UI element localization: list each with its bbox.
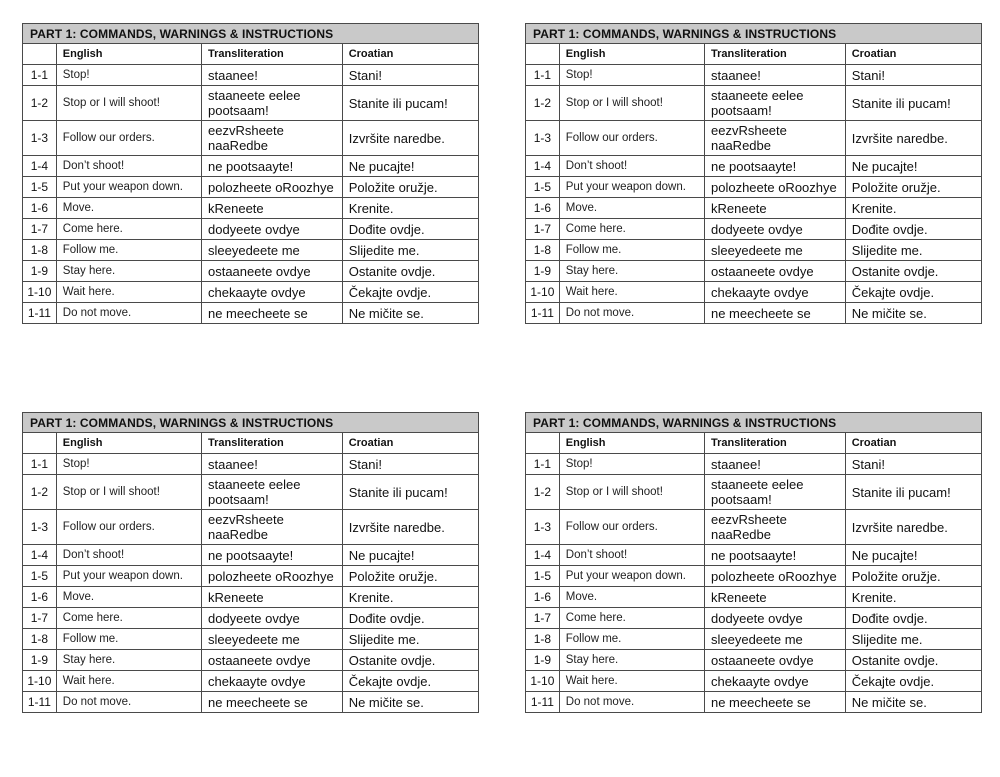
- phrase-number: 1-7: [23, 608, 57, 629]
- transliteration-column-header: Transliteration: [201, 44, 342, 65]
- number-column-header: [23, 44, 57, 65]
- phrase-number: 1-9: [526, 650, 560, 671]
- english-phrase: Move.: [559, 587, 704, 608]
- transliteration-phrase: sleeyedeete me: [201, 629, 342, 650]
- english-phrase: Follow our orders.: [56, 121, 201, 156]
- table-row: [23, 219, 479, 240]
- transliteration-phrase: dodyeete ovdye: [704, 219, 845, 240]
- transliteration-phrase: polozheete oRoozhye: [704, 566, 845, 587]
- phrase-number: 1-6: [23, 198, 57, 219]
- table-row: [23, 629, 479, 650]
- phrase-number: 1-4: [526, 156, 560, 177]
- croatian-phrase: Ne mičite se.: [845, 692, 981, 713]
- croatian-phrase: Ne mičite se.: [845, 303, 981, 324]
- english-phrase: Follow me.: [56, 240, 201, 261]
- croatian-phrase: Čekajte ovdje.: [845, 671, 981, 692]
- table-row: [526, 240, 982, 261]
- phrase-number: 1-5: [23, 566, 57, 587]
- table-row: [23, 198, 479, 219]
- transliteration-phrase: staanee!: [201, 65, 342, 86]
- english-column-header: English: [56, 433, 201, 454]
- phrase-table: [22, 23, 479, 324]
- transliteration-phrase: ne pootsaayte!: [704, 156, 845, 177]
- croatian-phrase: Stani!: [342, 454, 478, 475]
- english-phrase: Don’t shoot!: [559, 545, 704, 566]
- transliteration-phrase: polozheete oRoozhye: [704, 177, 845, 198]
- croatian-phrase: Ne mičite se.: [342, 692, 478, 713]
- phrase-table: [22, 412, 479, 713]
- croatian-phrase: Dođite ovdje.: [845, 219, 981, 240]
- table-row: [23, 671, 479, 692]
- transliteration-phrase: ostaaneete ovdye: [201, 650, 342, 671]
- croatian-phrase: Čekajte ovdje.: [342, 282, 478, 303]
- english-phrase: Follow me.: [559, 629, 704, 650]
- phrase-number: 1-1: [23, 65, 57, 86]
- english-column-header: English: [559, 433, 704, 454]
- transliteration-column-header: Transliteration: [704, 433, 845, 454]
- column-header-row: [526, 433, 982, 454]
- croatian-phrase: Krenite.: [845, 587, 981, 608]
- english-phrase: Follow our orders.: [559, 121, 704, 156]
- croatian-phrase: Dođite ovdje.: [845, 608, 981, 629]
- transliteration-phrase: kReneete: [201, 198, 342, 219]
- table-row: [23, 240, 479, 261]
- transliteration-phrase: chekaayte ovdye: [704, 671, 845, 692]
- phrase-number: 1-1: [526, 454, 560, 475]
- number-column-header: [23, 433, 57, 454]
- phrase-number: 1-2: [526, 86, 560, 121]
- phrase-table: [525, 23, 982, 324]
- english-phrase: Stay here.: [56, 650, 201, 671]
- column-header-row: [23, 433, 479, 454]
- table-row: [23, 545, 479, 566]
- transliteration-phrase: kReneete: [201, 587, 342, 608]
- phrase-number: 1-9: [23, 261, 57, 282]
- croatian-phrase: Položite oružje.: [342, 177, 478, 198]
- english-phrase: Do not move.: [56, 303, 201, 324]
- table-row: [23, 454, 479, 475]
- english-phrase: Wait here.: [559, 282, 704, 303]
- phrase-number: 1-10: [23, 282, 57, 303]
- phrase-number: 1-1: [23, 454, 57, 475]
- english-phrase: Stop or I will shoot!: [56, 475, 201, 510]
- section-title: PART 1: COMMANDS, WARNINGS & INSTRUCTIONS: [23, 413, 479, 433]
- english-phrase: Stop or I will shoot!: [559, 475, 704, 510]
- table-row: [526, 671, 982, 692]
- table-row: [23, 303, 479, 324]
- table-row: [526, 566, 982, 587]
- croatian-phrase: Čekajte ovdje.: [342, 671, 478, 692]
- english-phrase: Come here.: [56, 219, 201, 240]
- english-phrase: Stay here.: [559, 261, 704, 282]
- croatian-phrase: Slijedite me.: [342, 240, 478, 261]
- phrase-number: 1-1: [526, 65, 560, 86]
- table-row: [526, 692, 982, 713]
- english-phrase: Follow me.: [56, 629, 201, 650]
- croatian-phrase: Ne pucajte!: [342, 545, 478, 566]
- transliteration-phrase: ostaaneete ovdye: [201, 261, 342, 282]
- croatian-phrase: Stani!: [342, 65, 478, 86]
- phrase-number: 1-10: [23, 671, 57, 692]
- phrase-number: 1-4: [526, 545, 560, 566]
- english-phrase: Stop!: [559, 454, 704, 475]
- table-row: [526, 282, 982, 303]
- transliteration-phrase: eezvRsheete naaRedbe: [704, 121, 845, 156]
- transliteration-phrase: eezvRsheete naaRedbe: [704, 510, 845, 545]
- phrase-table: [525, 412, 982, 713]
- croatian-phrase: Položite oružje.: [845, 566, 981, 587]
- phrase-card-bottom-right: [525, 412, 982, 713]
- croatian-phrase: Krenite.: [342, 587, 478, 608]
- phrase-number: 1-6: [526, 587, 560, 608]
- english-phrase: Wait here.: [56, 671, 201, 692]
- english-column-header: English: [559, 44, 704, 65]
- transliteration-phrase: ne pootsaayte!: [201, 545, 342, 566]
- phrase-card-bottom-left: [22, 412, 479, 713]
- table-row: [526, 510, 982, 545]
- phrase-number: 1-9: [23, 650, 57, 671]
- croatian-phrase: Stanite ili pucam!: [342, 86, 478, 121]
- transliteration-phrase: polozheete oRoozhye: [201, 177, 342, 198]
- croatian-column-header: Croatian: [342, 433, 478, 454]
- croatian-phrase: Slijedite me.: [342, 629, 478, 650]
- english-phrase: Stop or I will shoot!: [559, 86, 704, 121]
- table-row: [526, 587, 982, 608]
- table-row: [526, 219, 982, 240]
- transliteration-column-header: Transliteration: [704, 44, 845, 65]
- phrase-number: 1-2: [526, 475, 560, 510]
- croatian-phrase: Stanite ili pucam!: [845, 475, 981, 510]
- phrase-number: 1-6: [23, 587, 57, 608]
- english-phrase: Follow our orders.: [56, 510, 201, 545]
- phrase-number: 1-6: [526, 198, 560, 219]
- croatian-phrase: Izvršite naredbe.: [342, 121, 478, 156]
- table-row: [23, 692, 479, 713]
- phrase-number: 1-10: [526, 282, 560, 303]
- croatian-phrase: Izvršite naredbe.: [845, 121, 981, 156]
- phrase-number: 1-7: [526, 608, 560, 629]
- table-row: [526, 608, 982, 629]
- table-row: [23, 156, 479, 177]
- transliteration-phrase: staaneete eelee pootsaam!: [201, 475, 342, 510]
- phrase-number: 1-10: [526, 671, 560, 692]
- croatian-phrase: Krenite.: [342, 198, 478, 219]
- phrase-number: 1-8: [526, 629, 560, 650]
- table-row: [23, 261, 479, 282]
- number-column-header: [526, 433, 560, 454]
- transliteration-phrase: sleeyedeete me: [201, 240, 342, 261]
- number-column-header: [526, 44, 560, 65]
- croatian-phrase: Stani!: [845, 454, 981, 475]
- transliteration-phrase: staaneete eelee pootsaam!: [704, 475, 845, 510]
- table-row: [526, 177, 982, 198]
- table-row: [526, 303, 982, 324]
- transliteration-phrase: chekaayte ovdye: [201, 671, 342, 692]
- croatian-phrase: Ostanite ovdje.: [845, 261, 981, 282]
- english-phrase: Put your weapon down.: [559, 177, 704, 198]
- phrase-number: 1-3: [23, 121, 57, 156]
- transliteration-phrase: chekaayte ovdye: [201, 282, 342, 303]
- english-phrase: Follow me.: [559, 240, 704, 261]
- english-phrase: Stay here.: [56, 261, 201, 282]
- table-row: [526, 629, 982, 650]
- croatian-phrase: Dođite ovdje.: [342, 219, 478, 240]
- croatian-phrase: Položite oružje.: [845, 177, 981, 198]
- croatian-phrase: Položite oružje.: [342, 566, 478, 587]
- english-phrase: Follow our orders.: [559, 510, 704, 545]
- table-row: [526, 650, 982, 671]
- table-row: [526, 65, 982, 86]
- transliteration-phrase: ostaaneete ovdye: [704, 261, 845, 282]
- croatian-phrase: Krenite.: [845, 198, 981, 219]
- croatian-phrase: Ne pucajte!: [845, 156, 981, 177]
- english-phrase: Come here.: [559, 219, 704, 240]
- table-row: [526, 545, 982, 566]
- table-row: [526, 121, 982, 156]
- croatian-phrase: Slijedite me.: [845, 240, 981, 261]
- croatian-phrase: Ostanite ovdje.: [342, 650, 478, 671]
- phrase-number: 1-8: [23, 629, 57, 650]
- column-header-row: [526, 44, 982, 65]
- phrase-card-top-left: [22, 23, 479, 324]
- transliteration-phrase: ostaaneete ovdye: [704, 650, 845, 671]
- transliteration-phrase: kReneete: [704, 587, 845, 608]
- transliteration-phrase: eezvRsheete naaRedbe: [201, 121, 342, 156]
- phrase-number: 1-11: [23, 692, 57, 713]
- table-row: [23, 282, 479, 303]
- croatian-column-header: Croatian: [845, 433, 981, 454]
- phrase-number: 1-8: [526, 240, 560, 261]
- transliteration-phrase: ne meecheete se: [704, 303, 845, 324]
- phrase-card-top-right: [525, 23, 982, 324]
- phrase-number: 1-4: [23, 156, 57, 177]
- english-phrase: Move.: [56, 587, 201, 608]
- english-phrase: Don’t shoot!: [559, 156, 704, 177]
- english-phrase: Don’t shoot!: [56, 156, 201, 177]
- english-phrase: Do not move.: [559, 303, 704, 324]
- transliteration-phrase: ne meecheete se: [201, 303, 342, 324]
- transliteration-phrase: staaneete eelee pootsaam!: [201, 86, 342, 121]
- phrase-number: 1-11: [526, 303, 560, 324]
- english-phrase: Put your weapon down.: [56, 177, 201, 198]
- phrase-number: 1-5: [23, 177, 57, 198]
- phrase-number: 1-3: [526, 510, 560, 545]
- croatian-phrase: Stanite ili pucam!: [845, 86, 981, 121]
- phrase-number: 1-7: [526, 219, 560, 240]
- table-row: [23, 608, 479, 629]
- table-row: [23, 587, 479, 608]
- croatian-column-header: Croatian: [845, 44, 981, 65]
- table-row: [23, 650, 479, 671]
- english-phrase: Do not move.: [559, 692, 704, 713]
- table-row: [23, 65, 479, 86]
- croatian-phrase: Ne pucajte!: [342, 156, 478, 177]
- transliteration-column-header: Transliteration: [201, 433, 342, 454]
- table-row: [23, 475, 479, 510]
- croatian-phrase: Čekajte ovdje.: [845, 282, 981, 303]
- english-phrase: Stop!: [56, 65, 201, 86]
- transliteration-phrase: staanee!: [704, 454, 845, 475]
- english-phrase: Come here.: [56, 608, 201, 629]
- english-column-header: English: [56, 44, 201, 65]
- english-phrase: Stop!: [56, 454, 201, 475]
- english-phrase: Move.: [559, 198, 704, 219]
- croatian-phrase: Ne mičite se.: [342, 303, 478, 324]
- section-title: PART 1: COMMANDS, WARNINGS & INSTRUCTIONS: [526, 24, 982, 44]
- phrase-number: 1-7: [23, 219, 57, 240]
- croatian-phrase: Izvršite naredbe.: [845, 510, 981, 545]
- table-row: [23, 177, 479, 198]
- phrase-number: 1-2: [23, 86, 57, 121]
- transliteration-phrase: eezvRsheete naaRedbe: [201, 510, 342, 545]
- transliteration-phrase: kReneete: [704, 198, 845, 219]
- english-phrase: Come here.: [559, 608, 704, 629]
- croatian-phrase: Ostanite ovdje.: [845, 650, 981, 671]
- table-row: [23, 566, 479, 587]
- transliteration-phrase: dodyeete ovdye: [201, 608, 342, 629]
- transliteration-phrase: staanee!: [201, 454, 342, 475]
- english-phrase: Put your weapon down.: [559, 566, 704, 587]
- column-header-row: [23, 44, 479, 65]
- table-row: [526, 156, 982, 177]
- transliteration-phrase: ne pootsaayte!: [704, 545, 845, 566]
- english-phrase: Stop or I will shoot!: [56, 86, 201, 121]
- table-row: [23, 86, 479, 121]
- table-row: [23, 510, 479, 545]
- croatian-phrase: Ostanite ovdje.: [342, 261, 478, 282]
- english-phrase: Don’t shoot!: [56, 545, 201, 566]
- table-row: [526, 86, 982, 121]
- phrase-number: 1-11: [23, 303, 57, 324]
- phrase-number: 1-3: [526, 121, 560, 156]
- transliteration-phrase: ne pootsaayte!: [201, 156, 342, 177]
- table-row: [526, 198, 982, 219]
- transliteration-phrase: polozheete oRoozhye: [201, 566, 342, 587]
- croatian-column-header: Croatian: [342, 44, 478, 65]
- table-row: [526, 454, 982, 475]
- english-phrase: Put your weapon down.: [56, 566, 201, 587]
- transliteration-phrase: dodyeete ovdye: [201, 219, 342, 240]
- croatian-phrase: Dođite ovdje.: [342, 608, 478, 629]
- phrase-number: 1-4: [23, 545, 57, 566]
- table-row: [526, 475, 982, 510]
- phrase-number: 1-5: [526, 566, 560, 587]
- english-phrase: Stay here.: [559, 650, 704, 671]
- transliteration-phrase: dodyeete ovdye: [704, 608, 845, 629]
- english-phrase: Wait here.: [56, 282, 201, 303]
- section-title: PART 1: COMMANDS, WARNINGS & INSTRUCTIONS: [23, 24, 479, 44]
- section-title: PART 1: COMMANDS, WARNINGS & INSTRUCTIONS: [526, 413, 982, 433]
- phrase-number: 1-2: [23, 475, 57, 510]
- table-row: [526, 261, 982, 282]
- transliteration-phrase: staaneete eelee pootsaam!: [704, 86, 845, 121]
- phrase-number: 1-5: [526, 177, 560, 198]
- transliteration-phrase: ne meecheete se: [704, 692, 845, 713]
- english-phrase: Wait here.: [559, 671, 704, 692]
- phrase-number: 1-11: [526, 692, 560, 713]
- table-row: [23, 121, 479, 156]
- transliteration-phrase: ne meecheete se: [201, 692, 342, 713]
- phrase-number: 1-9: [526, 261, 560, 282]
- transliteration-phrase: staanee!: [704, 65, 845, 86]
- croatian-phrase: Ne pucajte!: [845, 545, 981, 566]
- croatian-phrase: Slijedite me.: [845, 629, 981, 650]
- phrase-number: 1-8: [23, 240, 57, 261]
- transliteration-phrase: sleeyedeete me: [704, 629, 845, 650]
- transliteration-phrase: sleeyedeete me: [704, 240, 845, 261]
- transliteration-phrase: chekaayte ovdye: [704, 282, 845, 303]
- croatian-phrase: Izvršite naredbe.: [342, 510, 478, 545]
- english-phrase: Move.: [56, 198, 201, 219]
- phrase-number: 1-3: [23, 510, 57, 545]
- english-phrase: Do not move.: [56, 692, 201, 713]
- croatian-phrase: Stanite ili pucam!: [342, 475, 478, 510]
- croatian-phrase: Stani!: [845, 65, 981, 86]
- english-phrase: Stop!: [559, 65, 704, 86]
